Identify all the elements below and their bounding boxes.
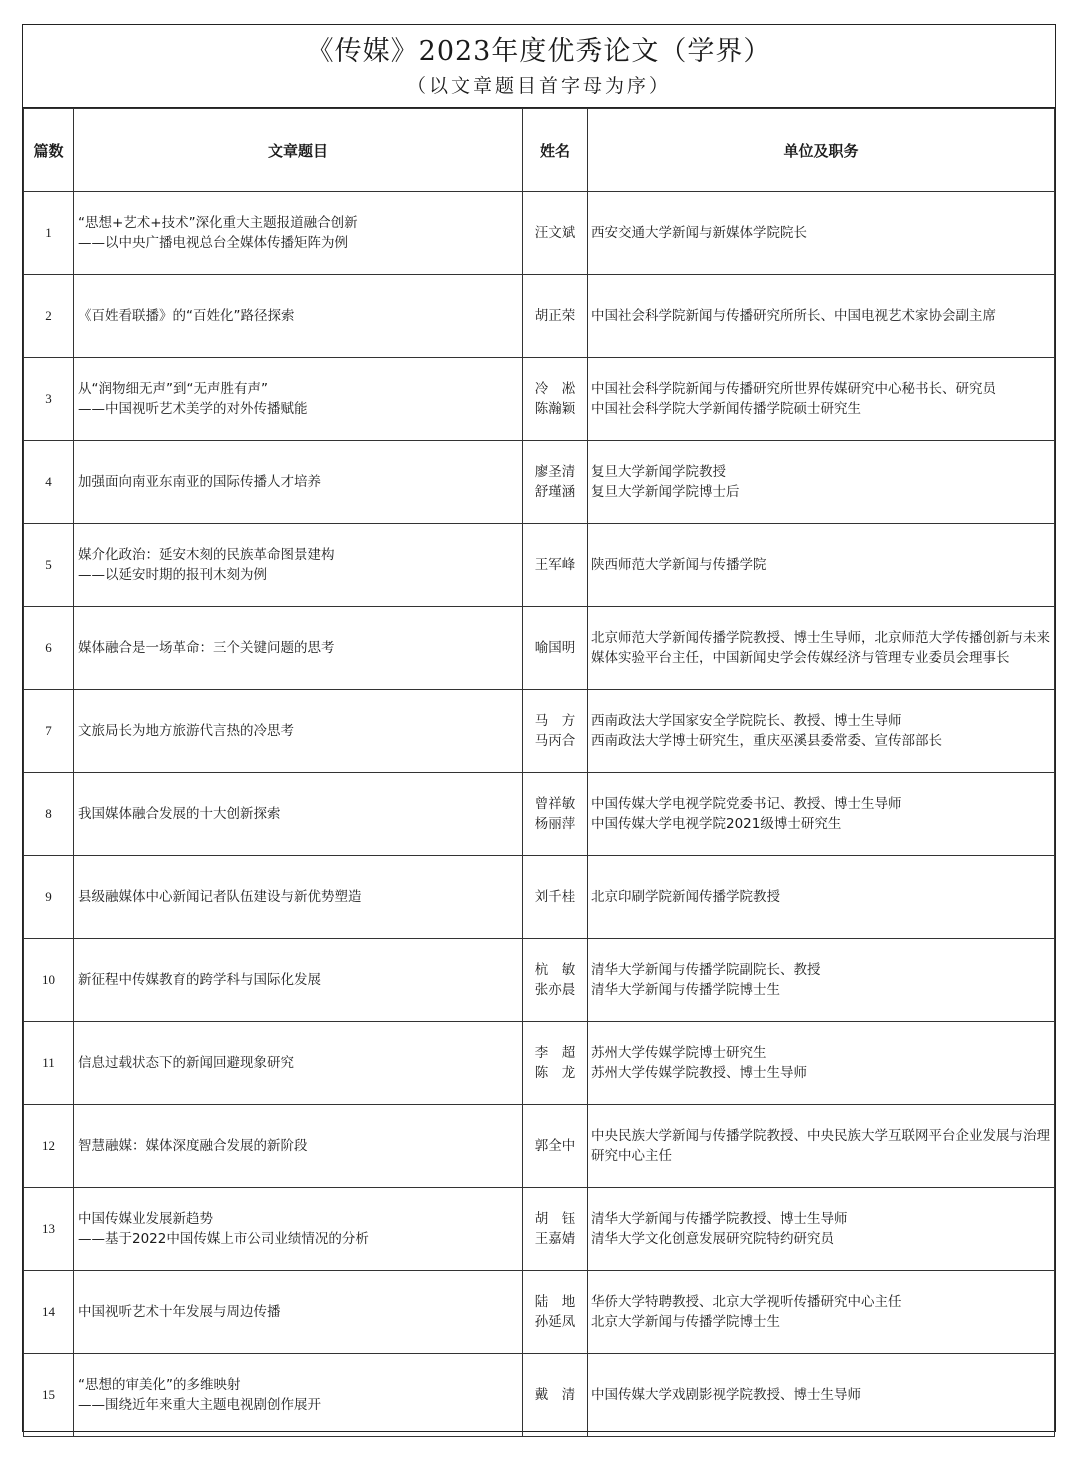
row-number: 5 <box>24 524 74 607</box>
table-row <box>24 1105 1055 1188</box>
row-number: 13 <box>24 1188 74 1271</box>
row-number: 11 <box>24 1022 74 1105</box>
affiliation-text: 清华大学文化创意发展研究院特约研究员 <box>591 1231 834 1247</box>
row-number: 6 <box>24 607 74 690</box>
affiliation-cell <box>588 1105 1055 1188</box>
article-subtitle: ——基于2022中国传媒上市公司业绩情况的分析 <box>78 1231 369 1247</box>
table-row <box>24 773 1055 856</box>
affiliation-cell <box>588 1188 1055 1271</box>
document-title: 《传媒》2023年度优秀论文（学界） <box>306 36 772 67</box>
column-header-name: 姓名 <box>523 109 588 192</box>
affiliation-text: 中国社会科学院大学新闻传播学院硕士研究生 <box>591 401 861 417</box>
author-names-cell <box>523 607 588 690</box>
affiliation-text: 中央民族大学新闻与传播学院教授、中央民族大学互联网平台企业发展与治理研究中心主任 <box>591 1128 1050 1164</box>
papers-table <box>23 108 1055 1437</box>
row-number: 7 <box>24 690 74 773</box>
author-names-cell <box>523 192 588 275</box>
author-name: 曾祥敏 <box>534 796 576 812</box>
table-row <box>24 524 1055 607</box>
article-title: 中国传媒业发展新趋势 <box>78 1211 213 1227</box>
affiliation-text: 清华大学新闻与传播学院博士生 <box>591 982 780 998</box>
row-number: 8 <box>24 773 74 856</box>
row-number: 2 <box>24 275 74 358</box>
article-title: 县级融媒体中心新闻记者队伍建设与新优势塑造 <box>78 889 362 905</box>
author-name: 李 超 <box>534 1045 576 1061</box>
row-number: 14 <box>24 1271 74 1354</box>
affiliation-cell <box>588 1354 1055 1437</box>
affiliation-cell <box>588 1022 1055 1105</box>
affiliation-cell <box>588 358 1055 441</box>
document-sheet <box>22 24 1056 1432</box>
affiliation-cell <box>588 607 1055 690</box>
row-number: 9 <box>24 856 74 939</box>
author-names-cell <box>523 773 588 856</box>
author-names-cell <box>523 1271 588 1354</box>
affiliation-text: 苏州大学传媒学院博士研究生 <box>591 1045 767 1061</box>
author-names-cell <box>523 690 588 773</box>
author-name: 郭全中 <box>534 1138 576 1154</box>
article-title: 加强面向南亚东南亚的国际传播人才培养 <box>78 474 321 490</box>
article-title-cell <box>74 358 523 441</box>
table-row <box>24 607 1055 690</box>
document-subtitle: （以文章题目首字母为序） <box>406 75 671 97</box>
affiliation-text: 清华大学新闻与传播学院副院长、教授 <box>591 962 821 978</box>
table-row <box>24 358 1055 441</box>
article-title-cell <box>74 607 523 690</box>
affiliation-cell <box>588 773 1055 856</box>
table-row <box>24 1022 1055 1105</box>
affiliation-text: 北京大学新闻与传播学院博士生 <box>591 1314 780 1330</box>
article-title: 《百姓看联播》的“百姓化”路径探索 <box>78 308 295 324</box>
table-row <box>24 1271 1055 1354</box>
article-title: 智慧融媒：媒体深度融合发展的新阶段 <box>78 1138 308 1154</box>
author-name: 陆 地 <box>534 1294 576 1310</box>
article-title-cell <box>74 192 523 275</box>
affiliation-cell <box>588 275 1055 358</box>
row-number: 10 <box>24 939 74 1022</box>
article-title-cell <box>74 690 523 773</box>
author-name: 杨丽萍 <box>534 816 576 832</box>
article-subtitle: ——中国视听艺术美学的对外传播赋能 <box>78 401 308 417</box>
affiliation-cell <box>588 441 1055 524</box>
article-title: 媒体融合是一场革命：三个关键问题的思考 <box>78 640 335 656</box>
affiliation-text: 西南政法大学博士研究生，重庆巫溪县委常委、宣传部部长 <box>591 733 942 749</box>
article-title-cell <box>74 524 523 607</box>
affiliation-cell <box>588 939 1055 1022</box>
author-name: 陈瀚颖 <box>534 401 576 417</box>
affiliation-text: 中国社会科学院新闻与传播研究所世界传媒研究中心秘书长、研究员 <box>591 381 996 397</box>
author-name: 喻国明 <box>534 640 576 656</box>
article-title-cell <box>74 1022 523 1105</box>
affiliation-cell <box>588 192 1055 275</box>
author-name: 戴 清 <box>534 1387 576 1403</box>
article-subtitle: ——以延安时期的报刊木刻为例 <box>78 567 267 583</box>
article-title-cell <box>74 1354 523 1437</box>
affiliation-text: 中国社会科学院新闻与传播研究所所长、中国电视艺术家协会副主席 <box>591 308 996 324</box>
author-names-cell <box>523 441 588 524</box>
table-row <box>24 1188 1055 1271</box>
article-title: “思想+艺术+技术”深化重大主题报道融合创新 <box>78 215 358 231</box>
article-title: 我国媒体融合发展的十大创新探索 <box>78 806 281 822</box>
author-name: 刘千桂 <box>534 889 576 905</box>
article-title: 中国视听艺术十年发展与周边传播 <box>78 1304 281 1320</box>
affiliation-text: 华侨大学特聘教授、北京大学视听传播研究中心主任 <box>591 1294 902 1310</box>
column-header-unit: 单位及职务 <box>588 109 1055 192</box>
row-number: 3 <box>24 358 74 441</box>
article-title: “思想的审美化”的多维映射 <box>78 1377 241 1393</box>
author-names-cell <box>523 1354 588 1437</box>
article-title-cell <box>74 441 523 524</box>
row-number: 1 <box>24 192 74 275</box>
article-title-cell <box>74 1271 523 1354</box>
author-name: 陈 龙 <box>534 1065 576 1081</box>
author-names-cell <box>523 939 588 1022</box>
author-names-cell <box>523 358 588 441</box>
author-name: 舒瑾涵 <box>534 484 576 500</box>
row-number: 15 <box>24 1354 74 1437</box>
article-subtitle: ——围绕近年来重大主题电视剧创作展开 <box>78 1397 321 1413</box>
article-title-cell <box>74 1105 523 1188</box>
article-title: 文旅局长为地方旅游代言热的冷思考 <box>78 723 294 739</box>
affiliation-text: 西南政法大学国家安全学院院长、教授、博士生导师 <box>591 713 902 729</box>
author-names-cell <box>523 1105 588 1188</box>
author-name: 王军峰 <box>534 557 576 573</box>
author-names-cell <box>523 1188 588 1271</box>
affiliation-text: 北京师范大学新闻传播学院教授、博士生导师，北京师范大学传播创新与未来媒体实验平台主任，中国新闻史学会传媒经济与管理专业委员会理事长 <box>591 630 1050 666</box>
author-names-cell <box>523 524 588 607</box>
affiliation-text: 清华大学新闻与传播学院教授、博士生导师 <box>591 1211 848 1227</box>
author-name: 胡正荣 <box>534 308 576 324</box>
affiliation-text: 北京印刷学院新闻传播学院教授 <box>591 889 780 905</box>
affiliation-cell <box>588 524 1055 607</box>
author-name: 马丙合 <box>534 733 576 749</box>
affiliation-cell <box>588 1271 1055 1354</box>
table-row <box>24 275 1055 358</box>
article-title: 新征程中传媒教育的跨学科与国际化发展 <box>78 972 321 988</box>
affiliation-text: 中国传媒大学戏剧影视学院教授、博士生导师 <box>591 1387 861 1403</box>
table-row <box>24 192 1055 275</box>
affiliation-text: 陕西师范大学新闻与传播学院 <box>591 557 767 573</box>
author-names-cell <box>523 856 588 939</box>
affiliation-text: 西安交通大学新闻与新媒体学院院长 <box>591 225 807 241</box>
affiliation-cell <box>588 690 1055 773</box>
affiliation-text: 复旦大学新闻学院博士后 <box>591 484 740 500</box>
author-name: 杭 敏 <box>534 962 576 978</box>
affiliation-text: 复旦大学新闻学院教授 <box>591 464 726 480</box>
table-row <box>24 441 1055 524</box>
row-number: 12 <box>24 1105 74 1188</box>
table-row <box>24 690 1055 773</box>
affiliation-text: 中国传媒大学电视学院2021级博士研究生 <box>591 816 842 832</box>
table-body <box>24 192 1055 1437</box>
table-row <box>24 1354 1055 1437</box>
article-title: 信息过载状态下的新闻回避现象研究 <box>78 1055 294 1071</box>
article-title-cell <box>74 773 523 856</box>
article-title-cell <box>74 856 523 939</box>
author-name: 张亦晨 <box>534 982 576 998</box>
author-name: 孙延凤 <box>534 1314 576 1330</box>
author-name: 廖圣清 <box>534 464 576 480</box>
article-title-cell <box>74 939 523 1022</box>
column-header-title: 文章题目 <box>74 109 523 192</box>
table-header-row <box>24 109 1055 192</box>
author-name: 马 方 <box>534 713 576 729</box>
author-names-cell <box>523 275 588 358</box>
table-row <box>24 856 1055 939</box>
article-subtitle: ——以中央广播电视总台全媒体传播矩阵为例 <box>78 235 348 251</box>
affiliation-text: 苏州大学传媒学院教授、博士生导师 <box>591 1065 807 1081</box>
article-title: 媒介化政治：延安木刻的民族革命图景建构 <box>78 547 335 563</box>
article-title-cell <box>74 1188 523 1271</box>
title-block <box>23 25 1055 108</box>
author-name: 胡 钰 <box>534 1211 576 1227</box>
author-names-cell <box>523 1022 588 1105</box>
row-number: 4 <box>24 441 74 524</box>
column-header-num: 篇数 <box>24 109 74 192</box>
article-title-cell <box>74 275 523 358</box>
author-name: 王嘉婧 <box>534 1231 576 1247</box>
affiliation-text: 中国传媒大学电视学院党委书记、教授、博士生导师 <box>591 796 902 812</box>
author-name: 冷 凇 <box>534 381 576 397</box>
article-title: 从“润物细无声”到“无声胜有声” <box>78 381 268 397</box>
affiliation-cell <box>588 856 1055 939</box>
table-row <box>24 939 1055 1022</box>
author-name: 汪文斌 <box>534 225 576 241</box>
